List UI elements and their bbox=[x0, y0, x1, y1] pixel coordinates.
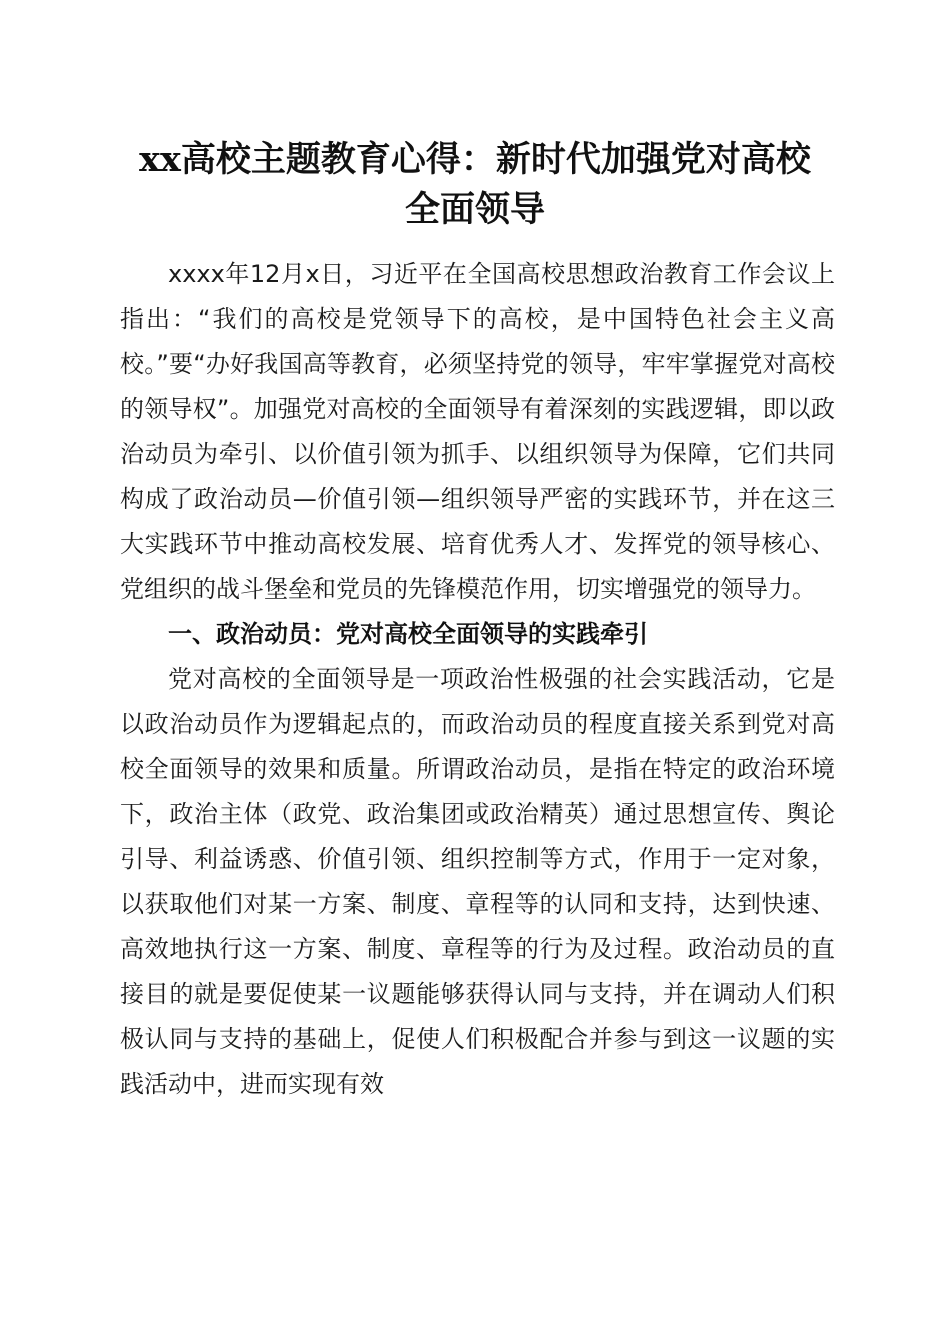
title-line-2: 全面领导 bbox=[404, 189, 545, 230]
title-line-1: xx高校主题教育心得：新时代加强党对高校 bbox=[139, 139, 811, 180]
section-paragraph: 党对高校的全面领导是一项政治性极强的社会实践活动，它是以政治动员作为逻辑起点的，而政治动员的程度直接关系到党对高校全面领导的效果和质量。所谓政治动员，是指在特定的政治环境下，政治主体（政党、政治集团或政治精英）通过思想宣传、舆论引导、利益诱惑、价值引领、组织控制等方式，作用于一定对象，以获取他们对某一方案、制度、章程等的认同和支持，达到快速、高效地执行这一方案、制度、章程等的行为及过程。政治动员的直接目的就是要促使某一议题能够获得认同与支持，并在调动人们积极认同与支持的基础上，促使人们积极配合并参与到这一议题的实践活动中，进而实现有效 bbox=[120, 665, 835, 1098]
intro-paragraph: xxxx年12月x日，习近平在全国高校思想政治教育工作会议上指出：“我们的高校是党领导下的高校，是中国特色社会主义高校。”要“办好我国高等教育，必须坚持党的领导，牢牢掌握党对高校的领导权”。加强党对高校的全面领导有着深刻的实践逻辑，即以政治动员为牵引、以价值引领为抓手、以组织领导为保障，它们共同构成了政治动员—价值引领—组织领导严密的实践环节，并在这三大实践环节中推动高校发展、培育优秀人才、发挥党的领导核心、党组织的战斗堡垒和党员的先锋模范作用，切实增强党的领导力。 bbox=[120, 260, 835, 603]
document-title bbox=[100, 135, 850, 235]
document-body bbox=[120, 252, 835, 1107]
section-heading: 一、政治动员：党对高校全面领导的实践牵引 bbox=[168, 620, 648, 648]
